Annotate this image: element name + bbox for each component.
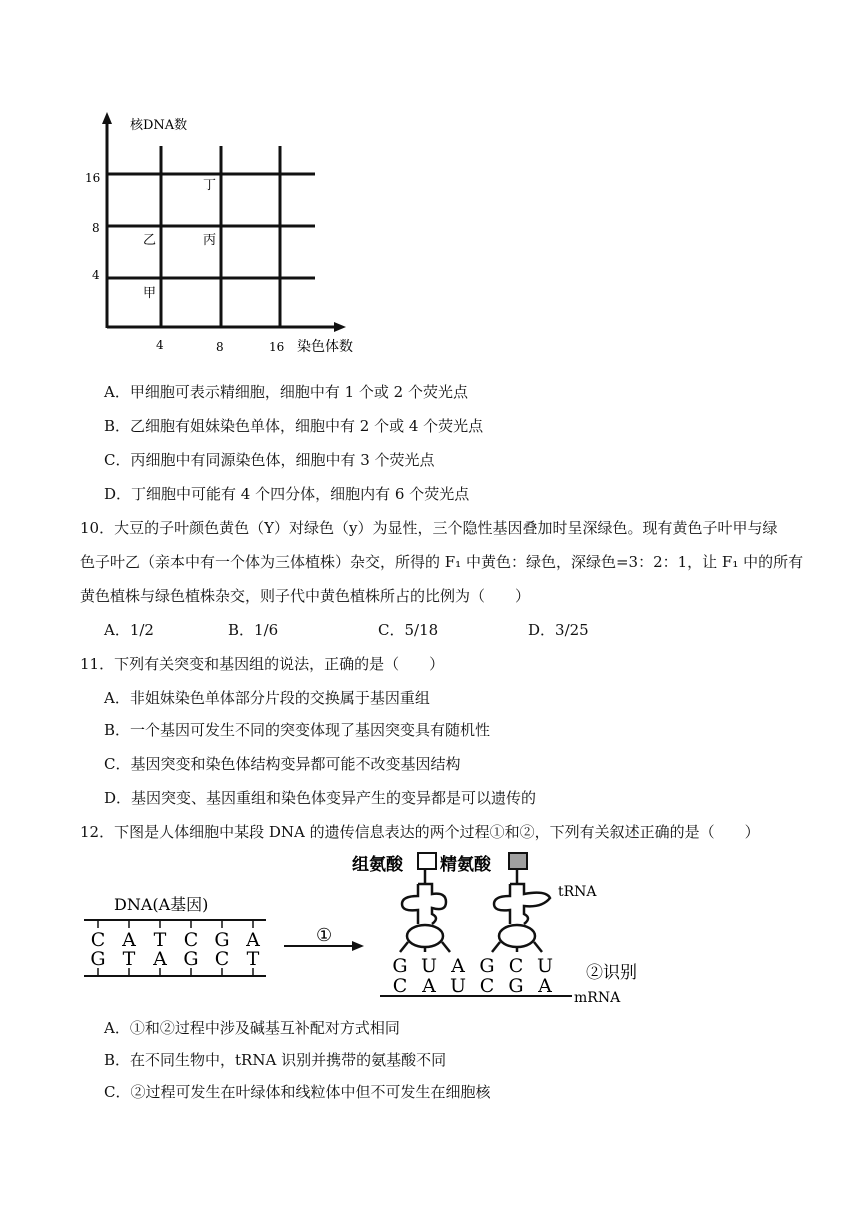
q9-option-d: D．丁细胞中可能有 4 个四分体，细胞内有 6 个荧光点	[104, 485, 470, 503]
q11-stem: 11．下列有关突变和基因组的说法，正确的是（ ）	[80, 655, 445, 673]
x-axis-arrow	[334, 322, 346, 332]
aa2-label: 精氨酸	[440, 855, 491, 875]
dna-bottom-bases	[90, 948, 259, 970]
x-tick-8: 8	[216, 340, 224, 354]
q11-option-a: A．非姐妹染色单体部分片段的交换属于基因重组	[104, 689, 430, 707]
q10-option-a: A．1/2	[104, 621, 154, 639]
q10-option-d: D．3/25	[528, 621, 589, 639]
y-axis-arrow	[102, 112, 112, 124]
cell-jia: 甲	[143, 286, 157, 301]
dna-top-bases	[91, 929, 260, 951]
mrna-base-3: C	[479, 975, 495, 997]
dna-bottom-base-0: G	[90, 948, 106, 970]
x-tick-16: 16	[269, 340, 285, 354]
mrna-bases	[393, 975, 552, 997]
dna-bottom-base-3: G	[183, 948, 199, 970]
q9-option-b: B．乙细胞有姐妹染色单体，细胞中有 2 个或 4 个荧光点	[104, 417, 484, 435]
dna-top-base-1: A	[122, 929, 136, 951]
mrna-base-5: A	[538, 975, 552, 997]
x-axis-label: 染色体数	[297, 339, 353, 355]
q9-option-a: A．甲细胞可表示精细胞，细胞中有 1 个或 2 个荧光点	[104, 383, 468, 401]
dna-bottom-base-2: A	[153, 948, 167, 970]
anticodon-base-5: U	[536, 955, 554, 977]
x-tick-4: 4	[156, 338, 164, 352]
aa1-label: 组氨酸	[352, 855, 403, 875]
q10-option-c: C．5/18	[378, 621, 439, 639]
q9-option-c: C．丙细胞中有同源染色体，细胞中有 3 个荧光点	[104, 451, 435, 469]
step2-label: ②识别	[586, 963, 637, 983]
mrna-base-1: A	[422, 975, 436, 997]
dna-bottom-base-1: T	[122, 948, 136, 970]
dna-bottom-base-5: T	[246, 948, 260, 970]
q11-option-d: D．基因突变、基因重组和染色体变异产生的变异都是可以遗传的	[104, 789, 537, 807]
cell-ding: 丁	[203, 178, 217, 193]
trna-1	[400, 869, 450, 952]
aa2-box	[509, 853, 527, 869]
q12-option-c: C．②过程可发生在叶绿体和线粒体中但不可发生在细胞核	[104, 1083, 491, 1101]
trna-2	[492, 869, 550, 952]
anticodon-base-1: U	[420, 955, 438, 977]
dna-bottom-base-4: C	[214, 948, 230, 970]
dna-top-base-0: C	[90, 929, 106, 951]
gene-expression-figure	[80, 848, 660, 1008]
y-tick-16: 16	[85, 171, 101, 185]
process-arrow-head	[352, 941, 364, 951]
q12-option-a: A．①和②过程中涉及碱基互补配对方式相同	[104, 1019, 400, 1037]
mrna-base-2: U	[449, 975, 467, 997]
dna-top-base-3: C	[183, 929, 199, 951]
dna-chromosome-chart	[80, 108, 380, 368]
q10-stem-line3: 黄色植株与绿色植株杂交，则子代中黄色植株所占的比例为（ ）	[80, 587, 531, 605]
anticodon-bases	[392, 955, 553, 977]
step1-label: ①	[316, 925, 333, 946]
q11-option-c: C．基因突变和染色体结构变异都可能不改变基因结构	[104, 755, 461, 773]
mrna-label: mRNA	[574, 990, 621, 1006]
q12-option-b: B．在不同生物中，tRNA 识别并携带的氨基酸不同	[104, 1051, 447, 1069]
q10-option-b: B．1/6	[228, 621, 279, 639]
anticodon-base-4: C	[508, 955, 524, 977]
y-axis-label: 核DNA数	[130, 118, 188, 133]
q10-stem-line2: 色子叶乙（亲本中有一个体为三体植株）杂交，所得的 F₁ 中黄色：绿色，深绿色=3：2：1，让 F₁ 中的所有	[80, 553, 804, 571]
dna-top-base-4: G	[214, 929, 230, 951]
mrna-base-0: C	[392, 975, 408, 997]
anticodon-base-3: G	[479, 955, 495, 977]
aa1-box	[418, 853, 436, 869]
anticodon-base-2: A	[451, 955, 465, 977]
mrna-base-4: G	[508, 975, 524, 997]
q12-stem: 12．下图是人体细胞中某段 DNA 的遗传信息表达的两个过程①和②，下列有关叙述正确的是（ ）	[80, 823, 760, 841]
cell-bing: 丙	[203, 233, 217, 248]
cell-yi: 乙	[143, 233, 157, 248]
q10-stem-line1: 10．大豆的子叶颜色黄色（Y）对绿色（y）为显性，三个隐性基因叠加时呈深绿色。现有黄色子叶甲与绿	[80, 519, 778, 537]
dna-top-base-5: A	[246, 929, 260, 951]
y-tick-8: 8	[92, 221, 100, 235]
trna-label: tRNA	[558, 884, 597, 900]
dna-label: DNA(A基因)	[114, 895, 209, 914]
anticodon-base-0: G	[392, 955, 408, 977]
dna-top-base-2: T	[153, 929, 167, 951]
y-tick-4: 4	[92, 268, 100, 282]
q11-option-b: B．一个基因可发生不同的突变体现了基因突变具有随机性	[104, 721, 491, 739]
